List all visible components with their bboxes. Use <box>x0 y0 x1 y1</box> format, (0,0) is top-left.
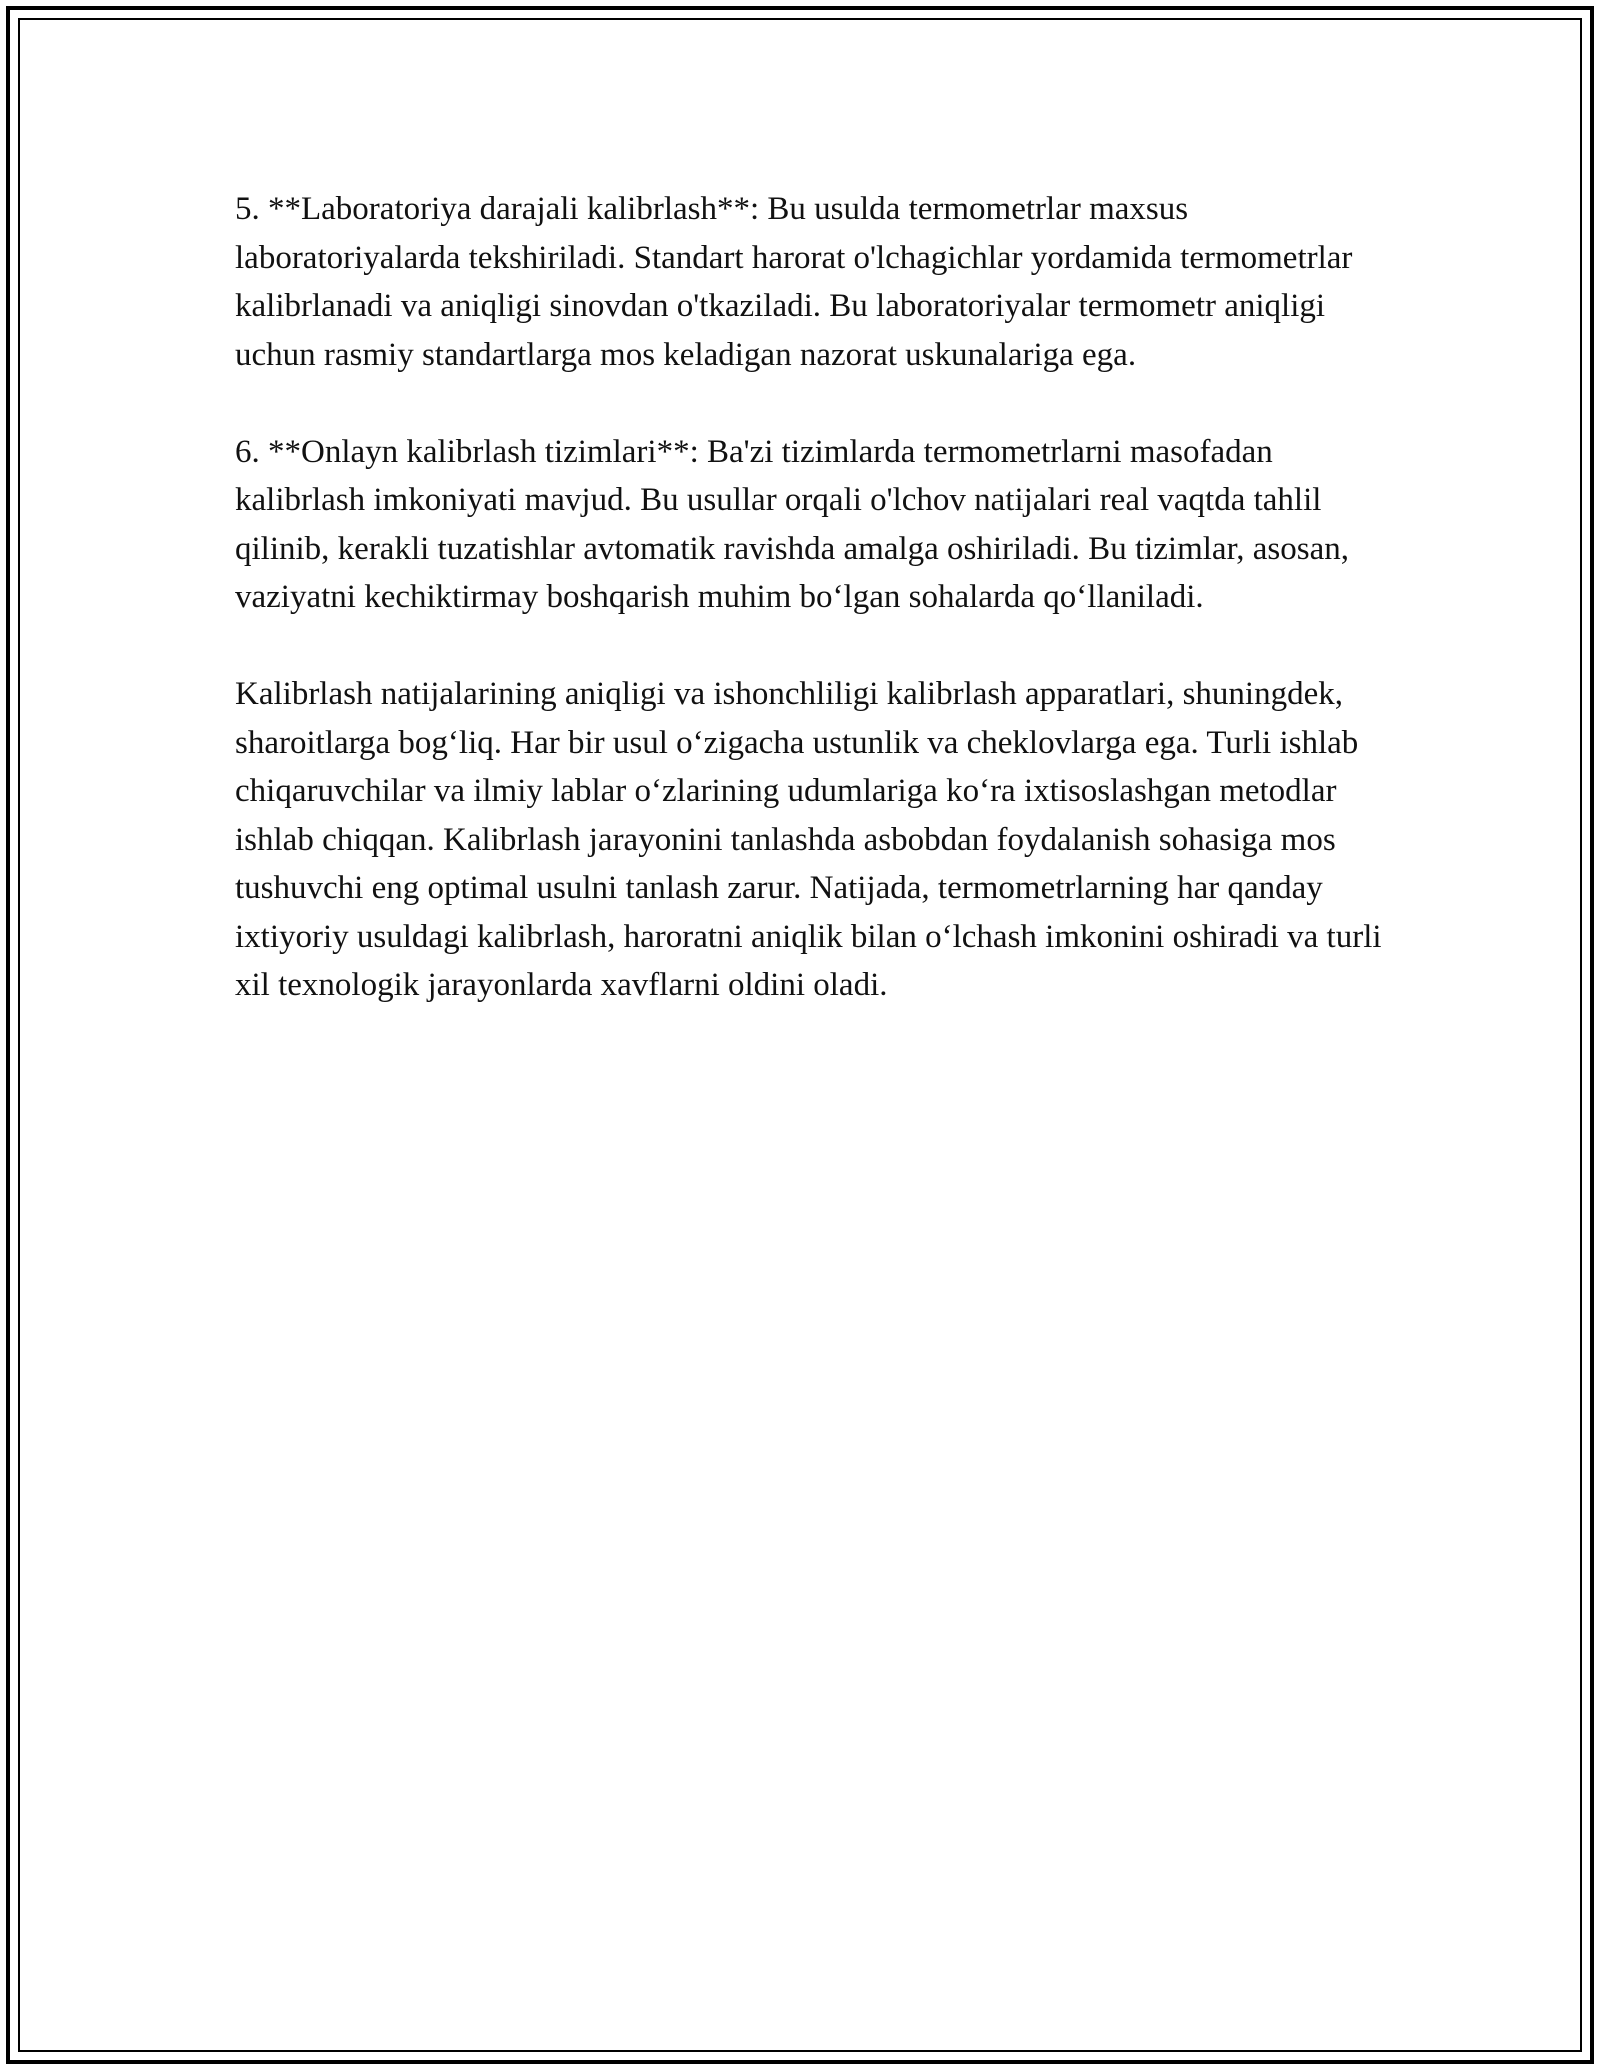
paragraph-laboratory-calibration: 5. **Laboratoriya darajali kalibrlash**: Bu usulda termometrlar maxsus laboratoriyalarda tekshiriladi. Standart harorat o'lchagichlar yordamida termometrlar kalibrlanadi va aniqligi sinovdan o'tkaziladi. Bu laboratoriyalar termometr aniqligi uchun rasmiy standartlarga mos keladigan nazorat uskunalariga ega. <box>235 191 1353 373</box>
paragraph-conclusion: Kalibrlash natijalarining aniqligi va ishonchliligi kalibrlash apparatlari, shuningdek, sharoitlarga bog‘liq. Har bir usul o‘zigacha ustunlik va cheklovlarga ega. Turli ishlab chiqaruvchilar va ilmiy lablar o‘zlarining udumlariga ko‘ra ixtisoslashgan metodlar ishlab chiqqan. Kalibrlash jarayonini tanlashda asbobdan foydalanish sohasiga mos tushuvchi eng optimal usulni tanlash zarur. Natijada, termometrlarning har qanday ixtiyoriy usuldagi kalibrlash, haroratni aniqlik bilan o‘lchash imkonini oshiradi va turli xil texnologik jarayonlarda xavflarni oldini oladi. <box>235 676 1382 1003</box>
paragraph-online-calibration: 6. **Onlayn kalibrlash tizimlari**: Ba'zi tizimlarda termometrlarni masofadan kalibrlash imkoniyati mavjud. Bu usullar orqali o'lchov natijalari real vaqtda tahlil qilinib, kerakli tuzatishlar avtomatik ravishda amalga oshiriladi. Bu tizimlar, asosan, vaziyatni kechiktirmay boshqarish muhim bo‘lgan sohalarda qo‘llaniladi. <box>235 433 1349 615</box>
document-body <box>235 185 1385 1058</box>
